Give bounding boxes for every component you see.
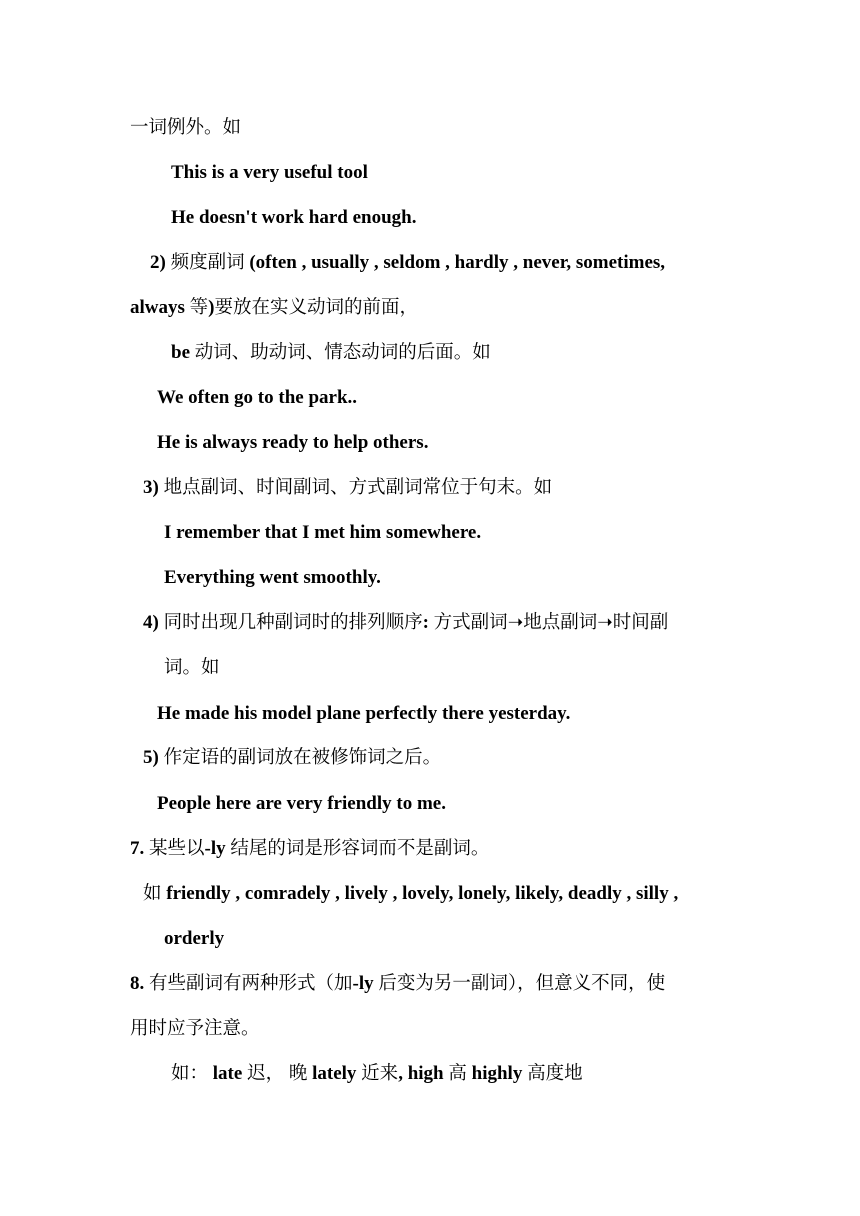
text-segment: 结尾的词是形容词而不是副词。 [230,838,490,859]
text-line [164,566,381,590]
text-line [171,1062,583,1086]
text-segment: 同时出现几种副词时的排列顺序 [163,612,423,633]
text-segment: 词。如 [164,657,220,678]
text-line [171,341,491,365]
text-segment: 8. [130,973,149,994]
text-segment: 2) [150,252,171,273]
text-segment: 后变为另一副词），但意义不同，使 [378,973,666,994]
text-segment: (often , usually , seldom , hardly , never, sometimes, [244,252,666,273]
text-line [164,927,224,951]
text-segment: This is a very useful tool [171,162,368,183]
text-segment: ) [208,297,215,318]
text-segment: 3) [143,477,164,498]
text-segment: 4) [143,612,164,633]
text-segment: 5) [143,747,164,768]
text-line [143,476,552,500]
text-segment: 作定语的副词放在被修饰词之后。 [163,747,442,768]
text-line [157,702,570,726]
text-segment: 迟， [247,1063,285,1084]
text-segment: -ly [352,973,379,994]
text-segment: 频度副词 [170,252,245,273]
text-segment: be [171,342,195,363]
text-segment: lately [307,1063,362,1084]
text-segment: highly [466,1063,528,1084]
text-segment: 晚 [288,1063,308,1084]
text-line [130,116,241,140]
text-segment: , high [398,1063,449,1084]
arrow-right-icon: ➝ [507,612,524,633]
text-line [164,656,220,680]
text-segment: 地点副词 [523,612,598,633]
text-line [130,296,418,320]
text-segment: 高度地 [527,1063,583,1084]
text-segment: 时间副 [612,612,669,633]
text-segment: friendly , comradely , lively , lovely, lonely, likely, deadly , silly , [161,883,679,904]
text-segment: People here are very friendly to me. [157,793,446,814]
text-segment: 有些副词有两种形式（加 [149,973,353,994]
text-line [130,1017,260,1041]
text-segment: He doesn't work hard enough. [171,207,417,228]
text-segment: 要放在实义动词的前面， [214,297,419,318]
text-segment: always [130,297,190,318]
text-segment: orderly [164,928,225,949]
text-segment: 近来 [361,1063,399,1084]
text-line [143,746,441,770]
text-segment: : [422,612,434,633]
text-line [171,161,368,185]
text-line [130,972,665,996]
text-line [130,837,489,861]
text-segment: He is always ready to help others. [157,432,429,453]
text-segment: -ly [204,838,231,859]
text-line [150,251,665,275]
text-segment: 某些以 [149,838,205,859]
text-segment: 方式副词 [433,612,508,633]
text-line [143,882,678,906]
text-segment: late [208,1063,248,1084]
text-segment: 7. [130,838,149,859]
text-line [157,792,446,816]
text-line [143,611,668,635]
text-line [157,386,357,410]
text-segment: He made his model plane perfectly there yesterday. [157,703,571,724]
text-line [157,431,428,455]
text-segment: 等 [189,297,209,318]
text-segment: 如 [143,883,162,904]
text-segment: 地点副词、时间副词、方式副词常位于句末。如 [163,477,553,498]
text-segment: 一词例外。如 [130,117,242,138]
text-segment: We often go to the park.. [157,387,358,408]
text-segment: 如： [171,1063,209,1084]
text-segment: 高 [448,1063,467,1084]
text-segment: 动词、助动词、情态动词的后面。如 [194,342,491,363]
text-line [164,521,481,545]
text-segment: 用时应予注意。 [130,1018,260,1039]
text-line [171,206,416,230]
text-segment: I remember that I met him somewhere. [164,522,482,543]
arrow-right-icon: ➝ [597,612,613,633]
text-segment: Everything went smoothly. [164,567,381,588]
